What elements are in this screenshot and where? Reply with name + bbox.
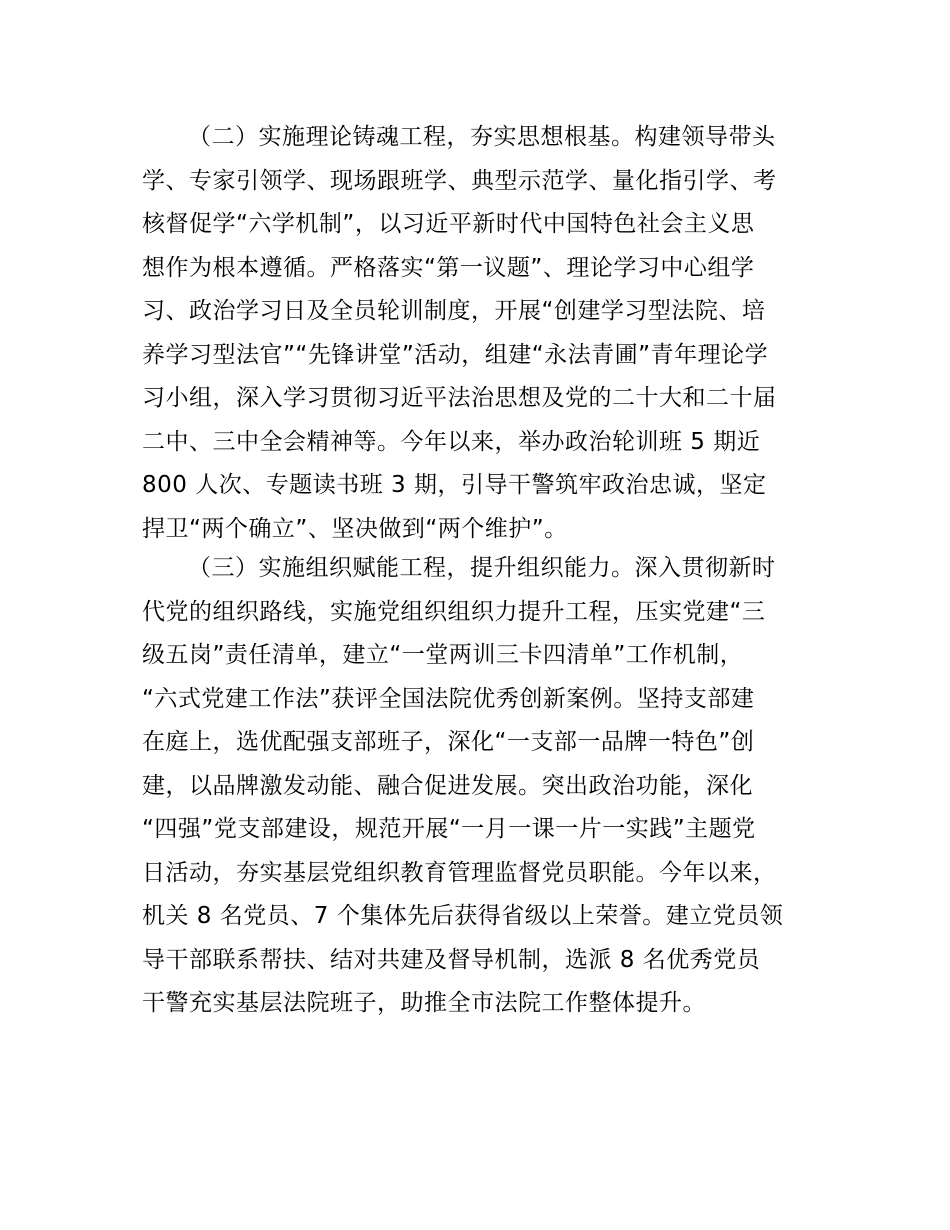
paragraph-line: 学、专家引领学、现场跟班学、典型示范学、量化指引学、考 — [142, 167, 777, 194]
paragraph-line: 在庭上，选优配强支部班子，深化“一支部一品牌一特色”创 — [142, 729, 755, 755]
paragraph-line: 建，以品牌激发动能、融合促进发展。突出政治功能，深化 — [142, 772, 753, 799]
paragraph-line: 800 人次、专题读书班 3 期，引导干警筑牢政治忠诚，坚定 — [142, 472, 767, 498]
paragraph-line: 习小组，深入学习贯彻习近平法治思想及党的二十大和二十届 — [142, 385, 777, 411]
paragraph-line: 想作为根本遵循。严格落实“第一议题”、理论学习中心组学 — [142, 254, 755, 281]
paragraph-line: （三）实施组织赋能工程，提升组织能力。深入贯彻新时 — [188, 555, 776, 581]
section-theory-paragraph — [142, 116, 832, 551]
paragraph-line: 干警充实基层法院班子，助推全市法院工作整体提升。 — [142, 990, 706, 1016]
paragraph-line: 捍卫“两个确立”、坚决做到“两个维护”。 — [142, 515, 568, 542]
paragraph-line: “四强”党支部建设，规范开展“一月一课一片一实践”主题党 — [142, 816, 756, 842]
paragraph-line: 级五岗”责任清单，建立“一堂两训三卡四清单”工作机制， — [142, 642, 744, 668]
paragraph-line: 导干部联系帮扶、结对共建及督导机制，选派 8 名优秀党员 — [142, 946, 761, 973]
paragraph-line: （二）实施理论铸魂工程，夯实思想根基。构建领导带头 — [188, 124, 776, 150]
paragraph-line: 机关 8 名党员、7 个集体先后获得省级以上荣誉。建立党员领 — [142, 903, 784, 929]
paragraph-line: “六式党建工作法”获评全国法院优秀创新案例。坚持支部建 — [142, 685, 755, 712]
paragraph-line: 代党的组织路线，实施党组织组织力提升工程，压实党建“三 — [142, 598, 766, 625]
paragraph-line: 养学习型法官”“先锋讲堂”活动，组建“永法青圃”青年理论学 — [142, 341, 769, 368]
paragraph-line: 二中、三中全会精神等。今年以来，举办政治轮训班 5 期近 — [142, 428, 761, 455]
section-organization-paragraph — [142, 547, 832, 1026]
paragraph-line: 日活动，夯实基层党组织教育管理监督党员职能。今年以来， — [142, 859, 777, 886]
paragraph-line: 习、政治学习日及全员轮训制度，开展“创建学习型法院、培 — [142, 298, 766, 324]
paragraph-line: 核督促学“六学机制”，以习近平新时代中国特色社会主义思 — [142, 211, 755, 237]
